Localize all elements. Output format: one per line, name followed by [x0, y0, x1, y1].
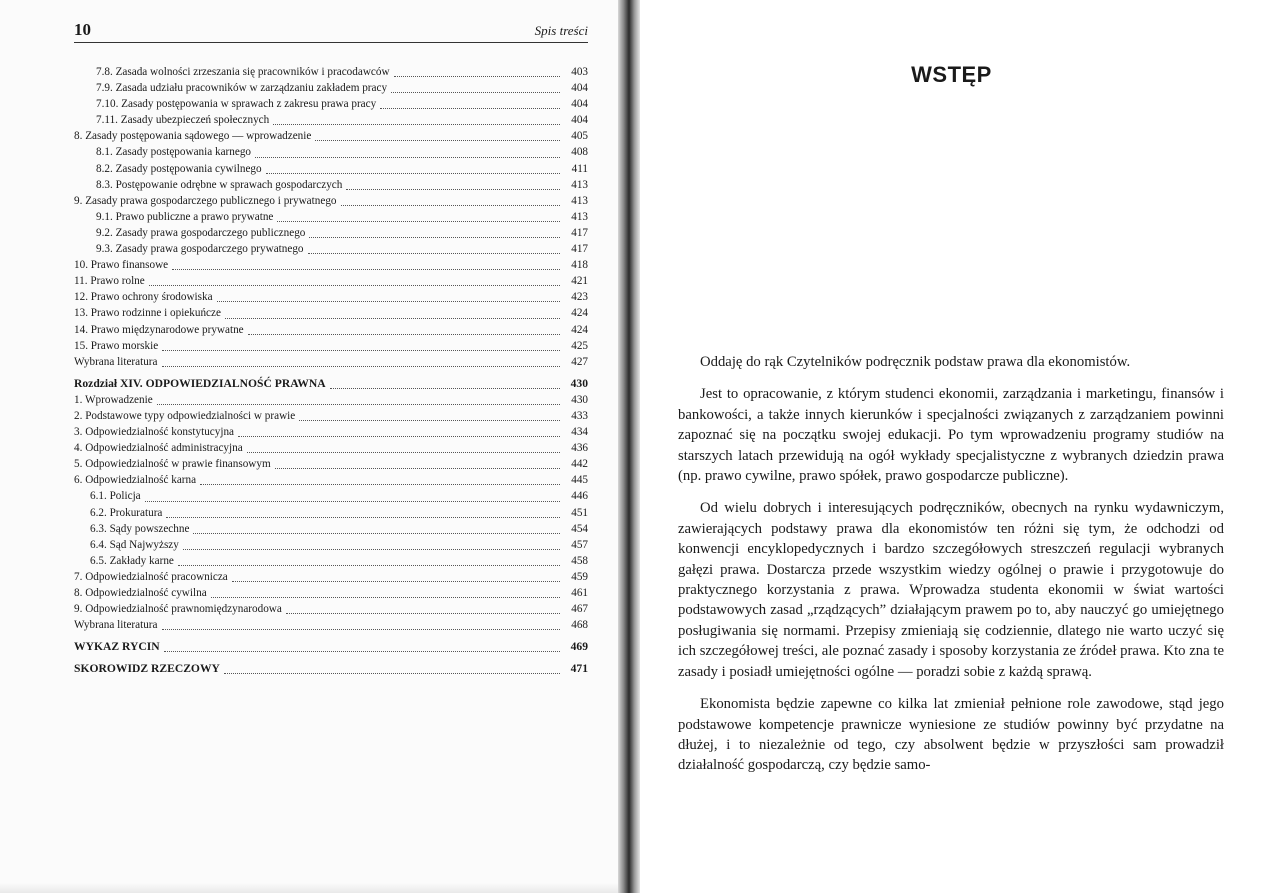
- toc-entry: [74, 80, 588, 96]
- toc-entry-title: 6. Odpowiedzialność karna: [74, 474, 197, 487]
- toc-entry-page: 424: [571, 307, 588, 320]
- toc-entry: [74, 305, 588, 321]
- toc-entry-title: 9. Odpowiedzialność prawnomiędzynarodowa: [74, 603, 282, 616]
- toc-leader-dots: [162, 629, 561, 630]
- toc-entry-title: 7.10. Zasady postępowania w sprawach z zakresu prawa pracy: [96, 98, 377, 111]
- toc-leader-dots: [346, 189, 560, 190]
- chapter-heading: WSTĘP: [911, 62, 992, 87]
- toc-entry-title: 12. Prawo ochrony środowiska: [74, 291, 213, 304]
- toc-entry: [74, 553, 588, 569]
- paragraph: Ekonomista będzie zapewne co kilka lat zmieniał pełnione role zawodowe, stąd jego podstawowe kompetencje prawnicze wyniesione ze studiów powinny być przydatne na dłużej, i to niezależnie od tego, czy absolwent będzie w przyszłości sam prowadził działalność gospodarczą, czy będzie samo-: [678, 696, 1224, 774]
- toc-entry: [74, 241, 588, 257]
- toc-entry-page: 413: [571, 210, 588, 223]
- toc-entry-title: 8.2. Zasady postępowania cywilnego: [96, 162, 262, 175]
- toc-leader-dots: [341, 205, 560, 206]
- toc-entry-page: 403: [571, 66, 588, 78]
- toc-entry-title: Rozdział XIV. ODPOWIEDZIALNOŚĆ PRAWNA: [74, 376, 326, 390]
- toc-entry-title: SKOROWIDZ RZECZOWY: [74, 662, 220, 676]
- toc-leader-dots: [183, 549, 560, 550]
- table-of-contents: [74, 64, 588, 677]
- toc-leader-dots: [266, 173, 560, 174]
- running-head: Spis treści: [534, 23, 588, 38]
- toc-entry-page: 404: [571, 114, 588, 127]
- toc-leader-dots: [255, 157, 560, 158]
- toc-leader-dots: [308, 253, 560, 254]
- toc-entry-title: 6.5. Zakłady karne: [90, 554, 174, 567]
- toc-leader-dots: [166, 517, 560, 518]
- toc-entry-page: 434: [571, 426, 588, 439]
- toc-entry: [74, 338, 588, 354]
- body-text: [678, 352, 1224, 788]
- toc-entry-title: 15. Prawo morskie: [74, 339, 159, 352]
- toc-leader-dots: [224, 673, 560, 674]
- toc-entry-page: 427: [571, 355, 588, 368]
- toc-leader-dots: [315, 140, 560, 141]
- toc-entry-page: 451: [571, 506, 588, 519]
- toc-entry-page: 421: [571, 275, 588, 288]
- page-shadow: [0, 883, 618, 893]
- toc-entry-page: 459: [571, 570, 588, 583]
- toc-leader-dots: [394, 76, 560, 77]
- toc-entry: [74, 601, 588, 617]
- paragraph: Oddaję do rąk Czytelników podręcznik podstaw prawa dla ekonomistów.: [700, 354, 1131, 370]
- toc-entry: [74, 128, 588, 144]
- toc-leader-dots: [238, 436, 560, 437]
- toc-leader-dots: [145, 501, 560, 502]
- toc-entry-page: 423: [571, 291, 588, 304]
- toc-entry-title: Wybrana literatura: [74, 355, 158, 368]
- toc-entry: [74, 408, 588, 424]
- toc-entry-page: 468: [571, 619, 588, 632]
- toc-entry-page: 413: [571, 178, 588, 191]
- toc-entry-title: 7.9. Zasada udziału pracowników w zarządzaniu zakładem pracy: [96, 82, 388, 95]
- toc-leader-dots: [200, 484, 560, 485]
- toc-entry-page: 408: [571, 146, 588, 159]
- toc-entry-title: 5. Odpowiedzialność w prawie finansowym: [74, 458, 271, 471]
- toc-entry-page: 430: [570, 376, 588, 390]
- left-page: [0, 0, 618, 893]
- toc-entry-page: 430: [571, 393, 588, 406]
- toc-entry: [74, 537, 588, 553]
- toc-leader-dots: [164, 651, 560, 652]
- toc-entry-page: 461: [571, 587, 588, 599]
- toc-entry-page: 404: [571, 82, 588, 95]
- toc-entry: [74, 585, 588, 601]
- toc-entry: [74, 289, 588, 305]
- toc-entry-title: 1. Wprowadzenie: [74, 393, 153, 406]
- toc-entry: [74, 488, 588, 504]
- header-rule: [74, 42, 588, 43]
- toc-entry-title: 8.1. Zasady postępowania karnego: [96, 146, 252, 159]
- toc-entry-page: 425: [571, 339, 588, 352]
- toc-figures-entry: [74, 639, 588, 655]
- toc-entry: [74, 257, 588, 273]
- toc-index-entry: [74, 661, 588, 677]
- toc-entry-title: 14. Prawo międzynarodowe prywatne: [74, 323, 244, 336]
- toc-entry-title: 6.4. Sąd Najwyższy: [90, 538, 179, 551]
- toc-entry-page: 469: [570, 640, 588, 654]
- toc-entry: [74, 505, 588, 521]
- toc-entry-page: 405: [571, 130, 588, 143]
- toc-entry-title: WYKAZ RYCIN: [74, 640, 160, 654]
- toc-entry: [74, 354, 588, 370]
- toc-entry-title: 9.1. Prawo publiczne a prawo prywatne: [96, 210, 274, 223]
- book-gutter: [618, 0, 640, 893]
- toc-entry-page: 413: [571, 194, 588, 207]
- paragraph: Od wielu dobrych i interesujących podręczników, obecnych na rynku wydawniczym, zawierających podstawy prawa dla ekonomistów ten różni się tym, że odchodzi od konwencji encyklopedycznych i bardzo szczegółowych streszczeń regulacji wybranych gałęzi prawa. Dostarcza przede wszystkim wiedzy ogólnej o prawie i przygotowuje do praktycznego korzystania z prawa. Wprowadza studenta ekonomii w świat wartości podstawowych zasad „rządzących” działającym prawem po to, aby nauczyć go umiejętnego posługiwania się normami. Przepisy zmieniają się codziennie, dlatego nie warto uczyć się ich szczegółowej treści, ale poznać zasady i sposoby korzystania ze źródeł prawa. Kto zna te zasady i posiadł umiejętności ogólne — poradzi sobie z każdą sprawą.: [678, 500, 1224, 680]
- toc-entry: [74, 472, 588, 488]
- toc-entry: [74, 617, 588, 633]
- toc-entry: [74, 177, 588, 193]
- toc-leader-dots: [162, 366, 561, 367]
- toc-entry: [74, 209, 588, 225]
- toc-entry-title: 3. Odpowiedzialność konstytucyjna: [74, 426, 235, 439]
- toc-entry-page: 445: [571, 474, 588, 487]
- toc-entry: [74, 440, 588, 456]
- toc-leader-dots: [247, 452, 560, 453]
- toc-leader-dots: [193, 533, 560, 534]
- toc-entry-title: Wybrana literatura: [74, 619, 158, 632]
- page-number: 10: [74, 20, 91, 39]
- toc-entry-page: 454: [571, 522, 588, 535]
- toc-entry: [74, 424, 588, 440]
- toc-entry-title: 11. Prawo rolne: [74, 275, 145, 288]
- toc-entry-page: 417: [571, 243, 588, 256]
- toc-entry-title: 10. Prawo finansowe: [74, 259, 169, 272]
- toc-leader-dots: [286, 613, 560, 614]
- toc-leader-dots: [172, 269, 560, 270]
- toc-entry-page: 417: [571, 226, 588, 239]
- toc-entry-title: 7.11. Zasady ubezpieczeń społecznych: [96, 114, 270, 127]
- toc-entry-title: 8. Odpowiedzialność cywilna: [74, 587, 207, 599]
- toc-entry: [74, 569, 588, 585]
- toc-leader-dots: [299, 420, 560, 421]
- toc-entry: [74, 322, 588, 338]
- paragraph: Jest to opracowanie, z którym studenci ekonomii, zarządzania i marketingu, finansów i bankowości, a także innych kierunków i specjalności związanych z zarządzaniem powinni zapoznać się na początku swojej edukacji. Po tym wprowadzeniu programy studiów na starszych latach przewidują na ogół wykłady specjalistyczne z wybranych dziedzin prawa (np. prawo cywilne, prawo spółek, prawo gospodarcze publiczne).: [678, 386, 1224, 485]
- toc-entry-title: 4. Odpowiedzialność administracyjna: [74, 442, 243, 455]
- toc-entry-page: 436: [571, 442, 588, 455]
- toc-chapter-heading: [74, 376, 588, 392]
- toc-entry-title: 7. Odpowiedzialność pracownicza: [74, 570, 228, 583]
- toc-entry: [74, 96, 588, 112]
- toc-entry-page: 411: [571, 162, 588, 175]
- toc-entry-title: 9.3. Zasady prawa gospodarczego prywatnego: [96, 243, 304, 256]
- toc-entry-page: 471: [570, 662, 588, 676]
- toc-section-a: [74, 64, 588, 370]
- toc-entry-title: 9. Zasady prawa gospodarczego publicznego i prywatnego: [74, 194, 337, 207]
- toc-leader-dots: [248, 334, 560, 335]
- toc-entry-title: 6.1. Policja: [90, 490, 141, 503]
- toc-entry: [74, 161, 588, 177]
- toc-entry-page: 424: [571, 323, 588, 336]
- toc-leader-dots: [277, 221, 560, 222]
- toc-leader-dots: [232, 581, 560, 582]
- toc-leader-dots: [391, 92, 560, 93]
- toc-leader-dots: [217, 301, 560, 302]
- toc-entry-title: 13. Prawo rodzinne i opiekuńcze: [74, 307, 221, 320]
- toc-leader-dots: [178, 565, 560, 566]
- toc-entry-page: 404: [571, 98, 588, 111]
- toc-entry-title: 2. Podstawowe typy odpowiedzialności w prawie: [74, 409, 296, 422]
- toc-leader-dots: [225, 318, 560, 319]
- toc-leader-dots: [380, 108, 560, 109]
- toc-leader-dots: [275, 468, 560, 469]
- toc-leader-dots: [162, 350, 560, 351]
- toc-entry: [74, 112, 588, 128]
- toc-leader-dots: [330, 388, 560, 389]
- toc-entry: [74, 521, 588, 537]
- toc-leader-dots: [273, 124, 560, 125]
- toc-entry: [74, 64, 588, 80]
- toc-entry-title: 6.3. Sądy powszechne: [90, 522, 190, 535]
- toc-entry-page: 442: [571, 458, 588, 471]
- toc-entry-title: 8. Zasady postępowania sądowego — wprowadzenie: [74, 130, 312, 143]
- toc-entry-title: 9.2. Zasady prawa gospodarczego publicznego: [96, 226, 306, 239]
- toc-entry: [74, 193, 588, 209]
- toc-entry: [74, 273, 588, 289]
- toc-leader-dots: [211, 597, 560, 598]
- toc-section-b: [74, 392, 588, 633]
- toc-entry-page: 433: [571, 409, 588, 422]
- toc-leader-dots: [149, 285, 560, 286]
- toc-leader-dots: [309, 237, 560, 238]
- toc-entry-title: 7.8. Zasada wolności zrzeszania się pracowników i pracodawców: [96, 66, 390, 78]
- toc-entry-page: 458: [571, 554, 588, 567]
- toc-entry-title: 6.2. Prokuratura: [90, 506, 163, 519]
- right-page: [640, 0, 1263, 893]
- toc-entry-page: 467: [571, 603, 588, 616]
- toc-entry: [74, 225, 588, 241]
- toc-leader-dots: [157, 404, 560, 405]
- toc-entry: [74, 144, 588, 160]
- toc-entry-page: 457: [571, 538, 588, 551]
- toc-entry: [74, 392, 588, 408]
- toc-entry-page: 418: [571, 259, 588, 272]
- toc-entry: [74, 456, 588, 472]
- toc-entry-page: 446: [571, 490, 588, 503]
- toc-entry-title: 8.3. Postępowanie odrębne w sprawach gospodarczych: [96, 178, 343, 191]
